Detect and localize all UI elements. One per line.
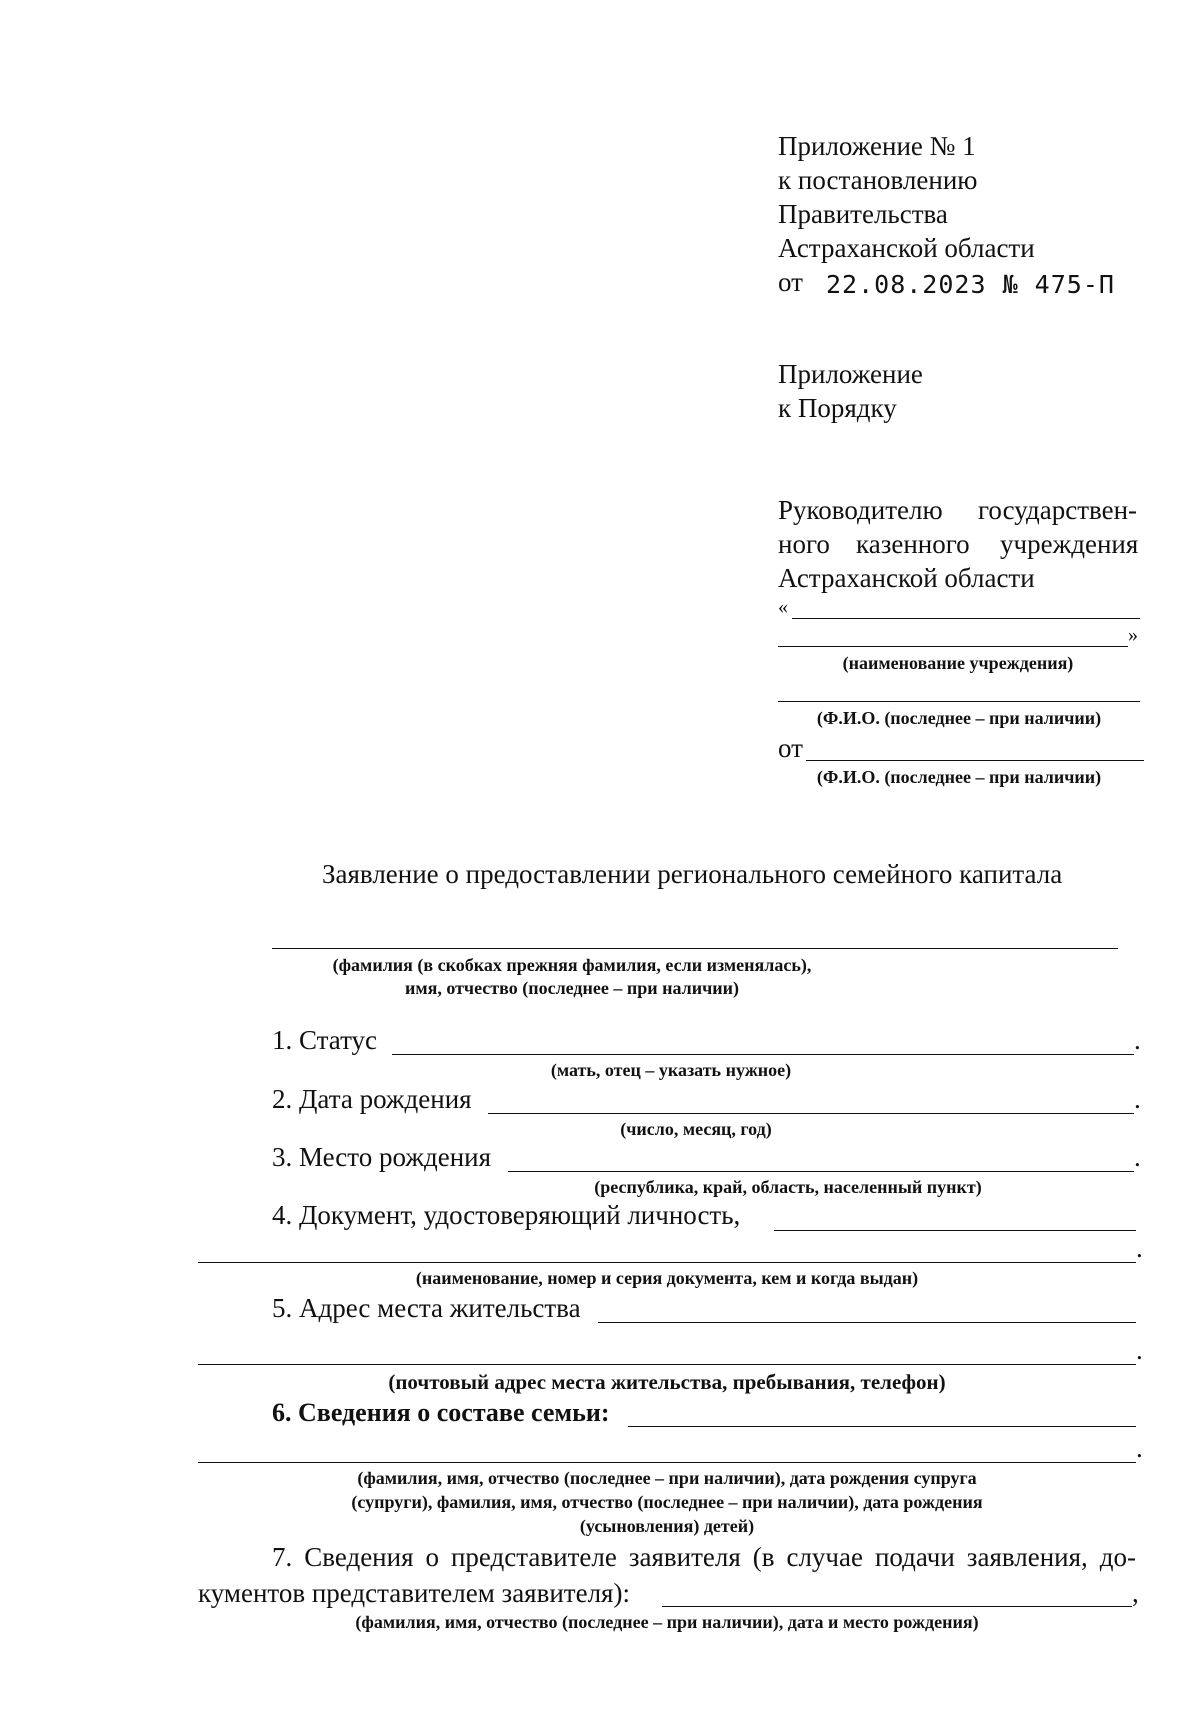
item7-line1: 7. Сведения о представителе заявителя (в случае подачи заявления, до- bbox=[272, 1542, 1136, 1572]
form-title: Заявление о предоставлении регионального семейного капитала bbox=[322, 859, 1063, 889]
family-field-1[interactable] bbox=[628, 1426, 1136, 1427]
addressee-line1-left: Руководителю bbox=[778, 495, 943, 525]
item1-caption: (мать, отец – указать нужное) bbox=[550, 1060, 792, 1080]
item7-caption: (фамилия, имя, отчество (последнее – при наличии), дата и место рождения) bbox=[355, 1612, 979, 1632]
close-quote: » bbox=[1128, 624, 1138, 646]
item1-period: . bbox=[1134, 1025, 1141, 1055]
resolution-date-number: 22.08.2023 № 475-П bbox=[826, 270, 1115, 299]
to-procedure-text: к Порядку bbox=[778, 393, 897, 423]
item6-caption-3: (усыновления) детей) bbox=[579, 1516, 755, 1536]
address-field-2[interactable] bbox=[198, 1364, 1136, 1365]
item6-label: 6. Сведения о составе семьи: bbox=[272, 1398, 610, 1427]
item4-period: . bbox=[1136, 1233, 1143, 1263]
representative-field[interactable] bbox=[662, 1606, 1132, 1607]
institution-caption: (наименование учреждения) bbox=[842, 653, 1074, 673]
item7-comma: , bbox=[1132, 1578, 1139, 1608]
appendix-title: Приложение bbox=[778, 359, 923, 389]
open-quote: « bbox=[778, 596, 788, 618]
item6-caption-1: (фамилия, имя, отчество (последнее – при наличии), дата рождения супруга bbox=[357, 1468, 977, 1488]
addressee-line2-a: ного bbox=[778, 529, 830, 559]
from-applicant-caption: (Ф.И.О. (последнее – при наличии) bbox=[816, 767, 1102, 787]
item7-line2: кументов представителем заявителя): bbox=[198, 1578, 630, 1608]
item2-caption: (число, месяц, год) bbox=[620, 1119, 772, 1139]
family-field-2[interactable] bbox=[198, 1462, 1136, 1463]
item5-label: 5. Адрес места жительства bbox=[272, 1293, 581, 1323]
applicant-caption-2: имя, отчество (последнее – при наличии) bbox=[404, 978, 740, 998]
item5-caption: (почтовый адрес места жительства, пребывания, телефон) bbox=[388, 1370, 946, 1394]
addressee-line2-c: учреждения bbox=[1000, 529, 1139, 559]
item2-label: 2. Дата рождения bbox=[272, 1084, 472, 1114]
identity-doc-field-2[interactable] bbox=[198, 1262, 1136, 1263]
region-text: Астраханской области bbox=[778, 233, 1035, 263]
item4-caption: (наименование, номер и серия документа, кем и когда выдан) bbox=[415, 1268, 919, 1288]
birth-place-field[interactable] bbox=[508, 1171, 1134, 1172]
government-text: Правительства bbox=[778, 199, 948, 229]
item3-caption: (республика, край, область, населенный пункт) bbox=[594, 1177, 982, 1197]
item6-period: . bbox=[1136, 1433, 1143, 1463]
item6-caption-2: (супруги), фамилия, имя, отчество (последнее – при наличии), дата рождения bbox=[351, 1492, 983, 1512]
item5-period: . bbox=[1136, 1335, 1143, 1365]
institution-line-1[interactable] bbox=[792, 618, 1140, 619]
status-field[interactable] bbox=[392, 1054, 1134, 1055]
applicant-name-line[interactable] bbox=[272, 948, 1118, 949]
addressee-line2-b: казенного bbox=[856, 529, 970, 559]
head-fio-caption: (Ф.И.О. (последнее – при наличии) bbox=[816, 708, 1102, 728]
institution-line-2[interactable] bbox=[778, 646, 1128, 647]
from-applicant-line[interactable] bbox=[806, 760, 1144, 761]
birth-date-field[interactable] bbox=[488, 1113, 1134, 1114]
item2-period: . bbox=[1134, 1084, 1141, 1114]
addressee-line3: Астраханской области bbox=[778, 563, 1035, 593]
item4-label: 4. Документ, удостоверяющий личность, bbox=[272, 1200, 741, 1230]
from-applicant-label: от bbox=[778, 733, 803, 763]
item1-label: 1. Статус bbox=[272, 1025, 377, 1055]
address-field-1[interactable] bbox=[598, 1322, 1136, 1323]
applicant-caption-1: (фамилия (в скобках прежняя фамилия, если изменялась), bbox=[332, 955, 812, 975]
head-fio-line[interactable] bbox=[778, 701, 1140, 702]
from-label: от bbox=[778, 267, 803, 297]
identity-doc-field-1[interactable] bbox=[774, 1230, 1136, 1231]
appendix1-title: Приложение № 1 bbox=[778, 131, 976, 161]
item3-period: . bbox=[1134, 1142, 1141, 1172]
to-resolution-text: к постановлению bbox=[778, 165, 978, 195]
addressee-line1-right: государствен- bbox=[978, 495, 1138, 525]
item3-label: 3. Место рождения bbox=[272, 1142, 492, 1172]
